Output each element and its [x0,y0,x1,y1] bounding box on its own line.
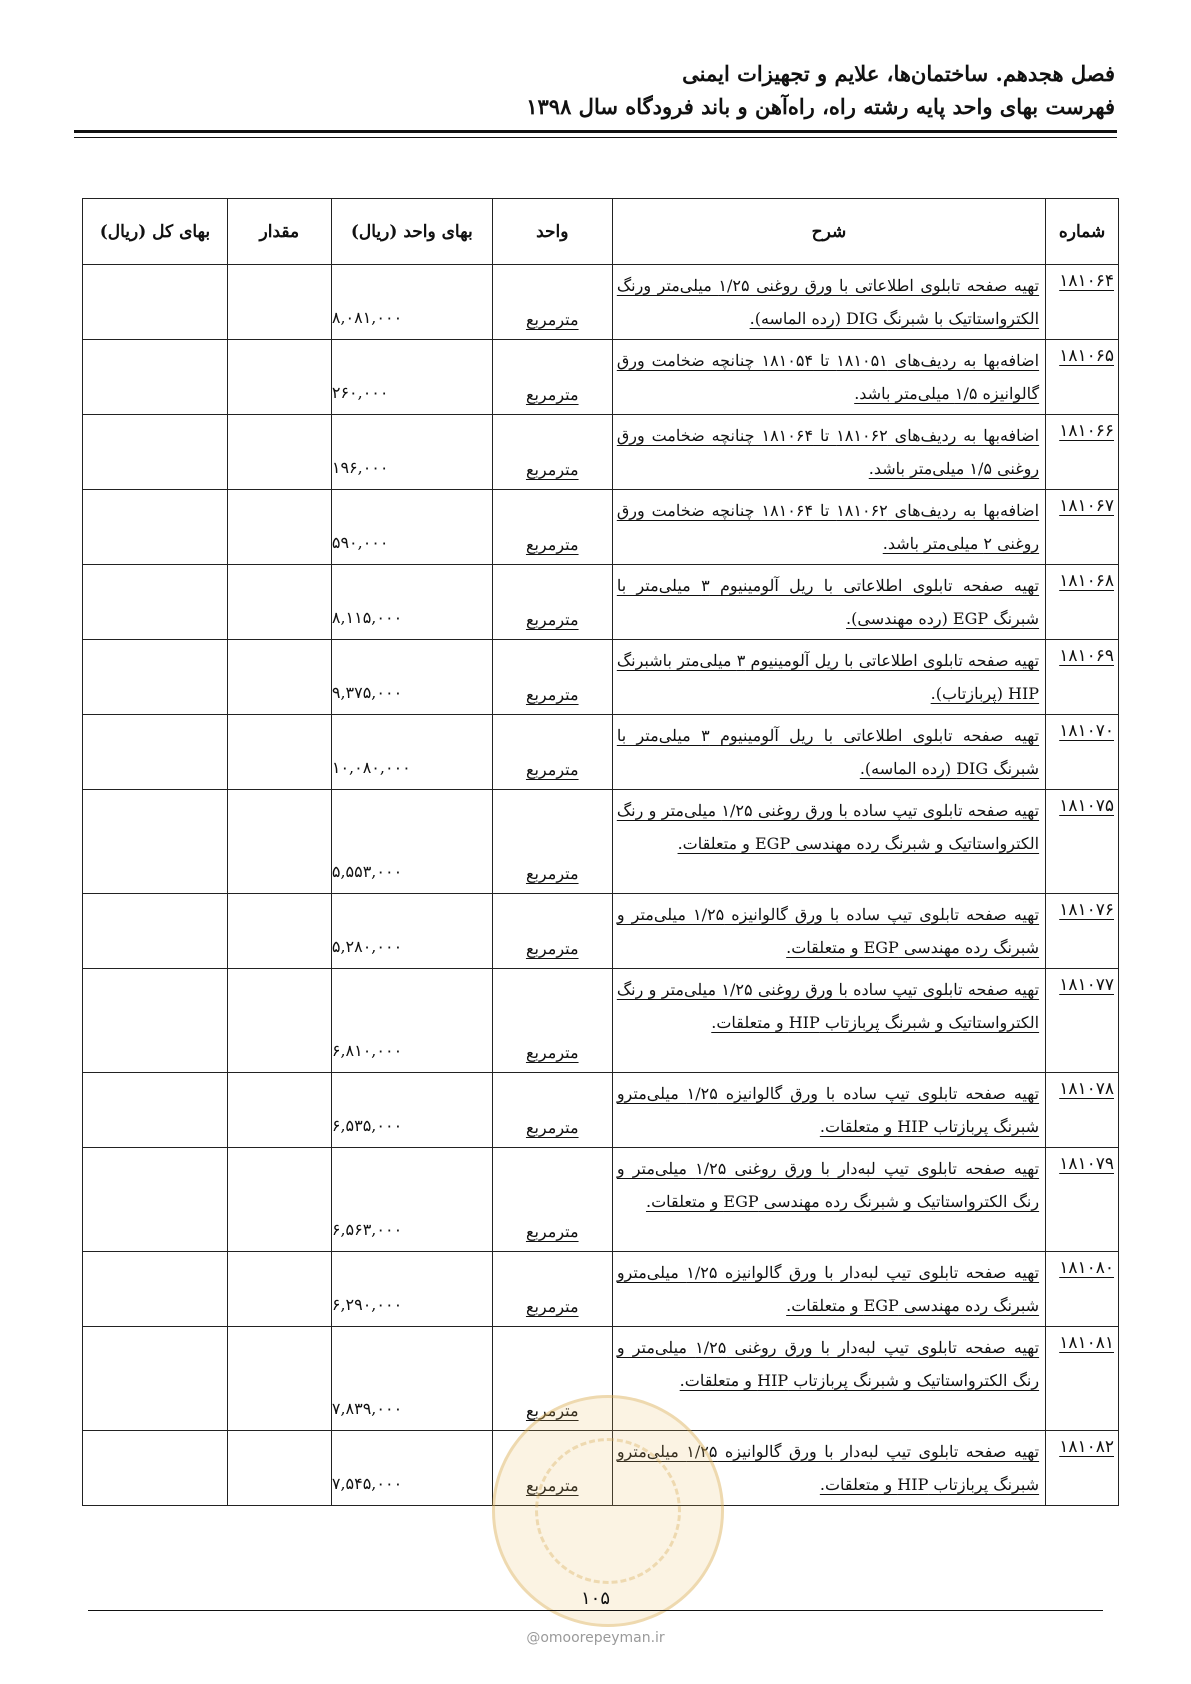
row-unit-price: ۹,۳۷۵,۰۰۰ [331,640,492,715]
row-number-text: ۱۸۱۰۷۰ [1059,721,1114,741]
row-number [1046,340,1119,415]
table-row [83,565,1119,640]
row-number [1046,1148,1119,1252]
row-unit [492,1148,612,1252]
row-unit [492,894,612,969]
row-number [1046,265,1119,340]
row-unit-price: ۷,۸۳۹,۰۰۰ [331,1327,492,1431]
row-number [1046,1252,1119,1327]
row-unit-price: ۶,۵۳۵,۰۰۰ [331,1073,492,1148]
row-total-price [83,1252,228,1327]
row-description [612,1252,1045,1327]
row-unit-text: مترمربع [525,760,579,779]
table-row [83,1148,1119,1252]
row-unit-price: ۶,۲۹۰,۰۰۰ [331,1252,492,1327]
row-number-text: ۱۸۱۰۶۶ [1059,421,1114,441]
row-quantity [227,1252,331,1327]
row-quantity [227,969,331,1073]
row-number [1046,894,1119,969]
row-description [612,415,1045,490]
row-number [1046,715,1119,790]
table-row [83,1252,1119,1327]
row-unit-text: مترمربع [525,1297,579,1316]
row-quantity [227,715,331,790]
row-quantity [227,1327,331,1431]
row-quantity [227,415,331,490]
row-unit [492,969,612,1073]
row-number [1046,640,1119,715]
row-number [1046,1327,1119,1431]
row-unit-text: مترمربع [525,939,579,958]
row-unit [492,490,612,565]
table-header-row [83,199,1119,265]
row-unit [492,1073,612,1148]
row-description [612,1148,1045,1252]
row-number [1046,790,1119,894]
row-unit [492,715,612,790]
header-quantity: مقدار [227,199,331,265]
row-description [612,790,1045,894]
row-unit [492,640,612,715]
watermark-text: @omoorepeyman.ir [526,1630,665,1646]
row-description [612,894,1045,969]
row-quantity [227,1431,331,1506]
row-description-text: تهیه صفحه تابلوی اطلاعاتی با ریل آلومینیوم ۳ میلی‌متر با شبرنگ DIG (رده الماسه). [616,726,1040,778]
row-description [612,640,1045,715]
row-quantity [227,790,331,894]
row-number [1046,565,1119,640]
row-unit-text: مترمربع [525,460,579,479]
row-unit-price: ۱۰,۰۸۰,۰۰۰ [331,715,492,790]
header-number: شماره [1046,199,1119,265]
row-number-text: ۱۸۱۰۶۴ [1059,271,1114,291]
row-total-price [83,969,228,1073]
row-description [612,565,1045,640]
row-number [1046,969,1119,1073]
row-quantity [227,1148,331,1252]
row-description-text: تهیه صفحه تابلوی تیپ لبه‌دار با ورق گالوانیزه ۱/۲۵ میلی‌مترو شبرنگ پربازتاب HIP و متعلقات. [616,1442,1040,1494]
row-number-text: ۱۸۱۰۸۲ [1059,1437,1114,1457]
row-description-text: تهیه صفحه تابلوی تیپ لبه‌دار با ورق روغنی ۱/۲۵ میلی‌متر و رنگ الکترواستاتیک و شبرنگ رده مهندسی EGP و متعلقات. [616,1159,1040,1211]
row-description [612,1073,1045,1148]
row-number-text: ۱۸۱۰۶۷ [1059,496,1114,516]
row-description-text: تهیه صفحه تابلوی تیپ ساده با ورق روغنی ۱/۲۵ میلی‌متر و رنگ الکترواستاتیک و شبرنگ رده مهندسی EGP و متعلقات. [616,801,1040,853]
row-unit [492,415,612,490]
row-description [612,969,1045,1073]
price-table [82,198,1119,1506]
row-unit-price: ۵,۲۸۰,۰۰۰ [331,894,492,969]
row-unit-price: ۶,۵۶۳,۰۰۰ [331,1148,492,1252]
header-total-price: بهای کل (ریال) [83,199,228,265]
row-total-price [83,265,228,340]
row-total-price [83,340,228,415]
row-number-text: ۱۸۱۰۶۹ [1059,646,1114,666]
row-quantity [227,894,331,969]
table-row [83,894,1119,969]
row-unit-price: ۵۹۰,۰۰۰ [331,490,492,565]
row-number [1046,1073,1119,1148]
row-unit [492,790,612,894]
header-unit: واحد [492,199,612,265]
row-number [1046,415,1119,490]
row-unit [492,565,612,640]
row-total-price [83,1148,228,1252]
row-quantity [227,565,331,640]
row-description [612,265,1045,340]
row-quantity [227,1073,331,1148]
row-number-text: ۱۸۱۰۷۵ [1059,796,1114,816]
table-row [83,790,1119,894]
document-title: فهرست بهای واحد پایه رشته راه، راه‌آهن و باند فرودگاه سال ۱۳۹۸ [526,94,1115,119]
row-description-text: تهیه صفحه تابلوی تیپ لبه‌دار با ورق روغنی ۱/۲۵ میلی‌متر و رنگ الکترواستاتیک و شبرنگ پربازتاب HIP و متعلقات. [616,1338,1040,1390]
row-unit-price: ۸,۰۸۱,۰۰۰ [331,265,492,340]
row-total-price [83,565,228,640]
header-description: شرح [612,199,1045,265]
watermark-seal-inner [535,1438,681,1584]
footer-rule [88,1610,1103,1611]
row-unit-text: مترمربع [525,385,579,404]
row-number [1046,1431,1119,1506]
row-unit-text: مترمربع [525,610,579,629]
row-quantity [227,340,331,415]
row-description-text: تهیه صفحه تابلوی اطلاعاتی با ریل آلومینیوم ۳ میلی‌متر باشبرنگ HIP (پربازتاب). [616,651,1040,703]
row-description [612,1327,1045,1431]
row-total-price [83,715,228,790]
row-number-text: ۱۸۱۰۷۸ [1059,1079,1114,1099]
row-number [1046,490,1119,565]
row-unit-text: مترمربع [525,1401,579,1420]
page-header [526,58,1115,124]
row-total-price [83,415,228,490]
row-number-text: ۱۸۱۰۷۷ [1059,975,1114,995]
row-description-text: تهیه صفحه تابلوی اطلاعاتی با ورق روغنی ۱/۲۵ میلی‌متر ورنگ الکترواستاتیک با شبرنگ DIG (رده الماسه). [616,276,1040,328]
row-number-text: ۱۸۱۰۷۹ [1059,1154,1114,1174]
row-quantity [227,490,331,565]
row-unit-price: ۷,۵۴۵,۰۰۰ [331,1431,492,1506]
table-row [83,969,1119,1073]
row-description-text: تهیه صفحه تابلوی تیپ ساده با ورق گالوانیزه ۱/۲۵ میلی‌متر و شبرنگ رده مهندسی EGP و متعلقات. [616,905,1040,957]
row-number-text: ۱۸۱۰۶۵ [1059,346,1114,366]
row-description [612,340,1045,415]
row-unit-text: مترمربع [525,1118,579,1137]
row-total-price [83,894,228,969]
row-unit-text: مترمربع [525,535,579,554]
row-number-text: ۱۸۱۰۸۱ [1059,1333,1114,1353]
chapter-title: فصل هجدهم. ساختمان‌ها، علایم و تجهیزات ایمنی [682,61,1115,86]
row-number-text: ۱۸۱۰۸۰ [1059,1258,1114,1278]
row-quantity [227,265,331,340]
row-unit [492,1252,612,1327]
row-total-price [83,1327,228,1431]
row-description-text: اضافه‌بها به ردیف‌های ۱۸۱۰۵۱ تا ۱۸۱۰۵۴ چنانچه ضخامت ورق گالوانیزه ۱/۵ میلی‌متر باشد. [616,351,1040,403]
row-total-price [83,1073,228,1148]
table-row [83,265,1119,340]
row-unit [492,265,612,340]
row-unit-price: ۵,۵۵۳,۰۰۰ [331,790,492,894]
row-unit-price: ۱۹۶,۰۰۰ [331,415,492,490]
row-number-text: ۱۸۱۰۶۸ [1059,571,1114,591]
row-unit-text: مترمربع [525,685,579,704]
row-description-text: تهیه صفحه تابلوی تیپ ساده با ورق گالوانیزه ۱/۲۵ میلی‌مترو شبرنگ پربازتاب HIP و متعلقات. [616,1084,1040,1136]
table-row [83,490,1119,565]
row-description-text: اضافه‌بها به ردیف‌های ۱۸۱۰۶۲ تا ۱۸۱۰۶۴ چنانچه ضخامت ورق روغنی ۱/۵ میلی‌متر باشد. [616,426,1040,478]
table-row [83,640,1119,715]
row-unit-price: ۲۶۰,۰۰۰ [331,340,492,415]
header-rule-thick [74,130,1117,133]
row-unit-price: ۶,۸۱۰,۰۰۰ [331,969,492,1073]
row-number-text: ۱۸۱۰۷۶ [1059,900,1114,920]
row-total-price [83,490,228,565]
row-total-price [83,1431,228,1506]
row-total-price [83,640,228,715]
row-description-text: تهیه صفحه تابلوی تیپ لبه‌دار با ورق گالوانیزه ۱/۲۵ میلی‌مترو شبرنگ رده مهندسی EGP و متعلقات. [616,1263,1040,1315]
row-description [612,715,1045,790]
row-unit-text: مترمربع [525,310,579,329]
row-description-text: تهیه صفحه تابلوی اطلاعاتی با ریل آلومینیوم ۳ میلی‌متر با شبرنگ EGP (رده مهندسی). [616,576,1040,628]
row-description-text: اضافه‌بها به ردیف‌های ۱۸۱۰۶۲ تا ۱۸۱۰۶۴ چنانچه ضخامت ورق روغنی ۲ میلی‌متر باشد. [616,501,1040,553]
row-quantity [227,640,331,715]
row-unit-text: مترمربع [525,864,579,883]
row-description-text: تهیه صفحه تابلوی تیپ ساده با ورق روغنی ۱/۲۵ میلی‌متر و رنگ الکترواستاتیک و شبرنگ پربازتاب HIP و متعلقات. [616,980,1040,1032]
row-unit [492,340,612,415]
row-unit-price: ۸,۱۱۵,۰۰۰ [331,565,492,640]
row-total-price [83,790,228,894]
row-description [612,490,1045,565]
row-unit-text: مترمربع [525,1222,579,1241]
table-row [83,715,1119,790]
table-row [83,1073,1119,1148]
header-unit-price: بهای واحد (ریال) [331,199,492,265]
page-number: ۱۰۵ [580,1588,610,1609]
table-row [83,340,1119,415]
table-row [83,415,1119,490]
header-rule-thin [74,137,1117,138]
row-unit-text: مترمربع [525,1043,579,1062]
row-unit-text: مترمربع [525,1476,579,1495]
